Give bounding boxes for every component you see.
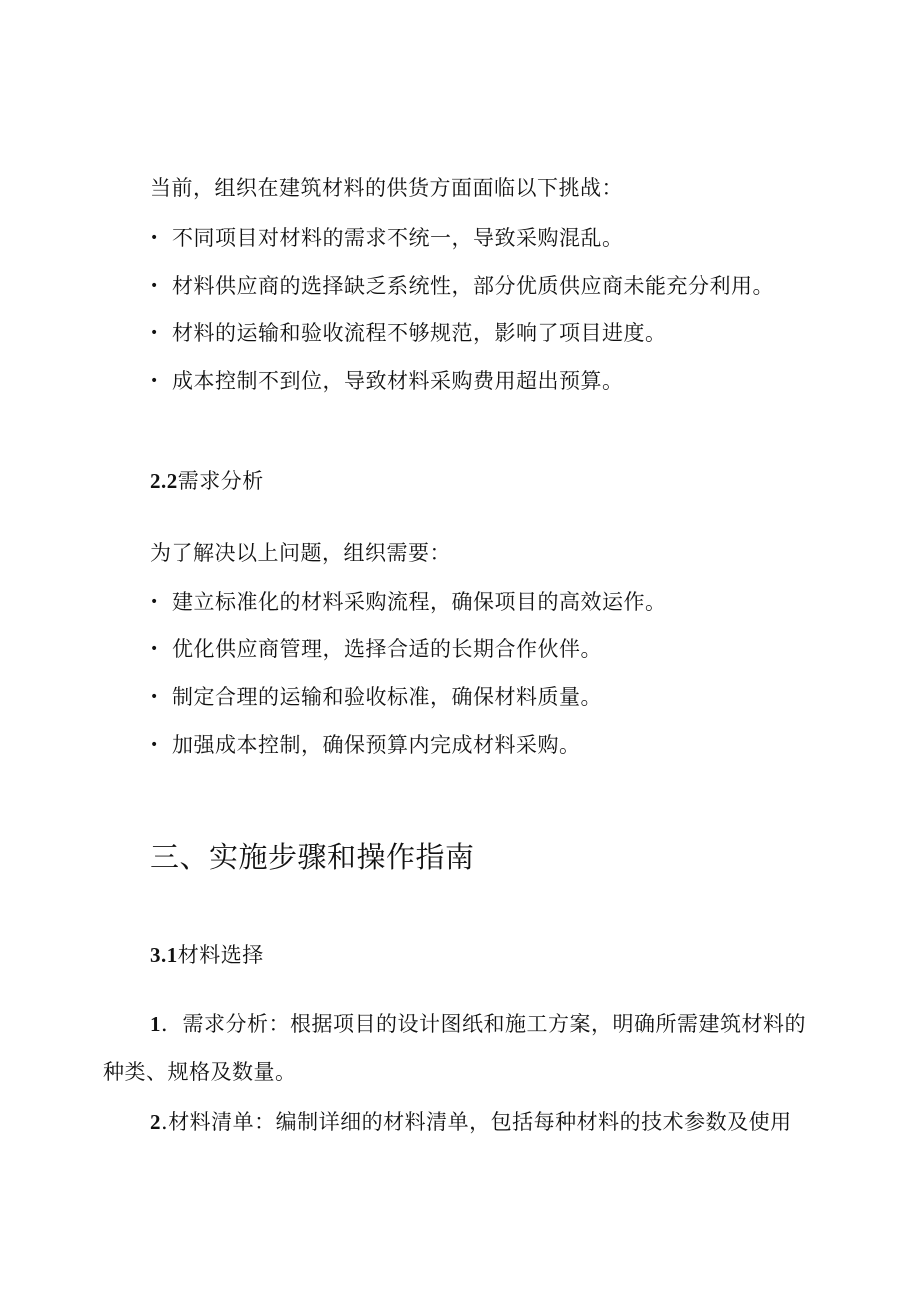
subheading-number: 2.2 bbox=[150, 469, 178, 493]
step-continuation: 种类、规格及数量。 bbox=[103, 1060, 297, 1084]
bullet-icon: • bbox=[150, 688, 159, 705]
step-separator: . bbox=[161, 1110, 169, 1134]
step-text: 材料清单：编制详细的材料清单，包括每种材料的技术参数及使用 bbox=[168, 1110, 792, 1134]
challenges-intro: 当前，组织在建筑材料的供货方面面临以下挑战： bbox=[150, 176, 623, 200]
subheading-2-2 bbox=[150, 466, 264, 496]
bullet-icon: • bbox=[150, 593, 159, 610]
list-item bbox=[150, 271, 774, 303]
bullet-icon: • bbox=[150, 277, 159, 294]
bullet-icon: • bbox=[150, 229, 159, 246]
list-item bbox=[150, 318, 667, 350]
list-item bbox=[150, 223, 624, 255]
requirements-intro: 为了解决以上问题，组织需要： bbox=[150, 541, 451, 565]
list-item-text: 制定合理的运输和验收标准，确保材料质量。 bbox=[172, 685, 602, 709]
step-item bbox=[150, 1107, 792, 1137]
list-item bbox=[150, 366, 624, 398]
list-item-text: 加强成本控制，确保预算内完成材料采购。 bbox=[172, 733, 581, 757]
list-item-text: 建立标准化的材料采购流程，确保项目的高效运作。 bbox=[172, 590, 667, 614]
subheading-title: 材料选择 bbox=[177, 943, 264, 967]
bullet-icon: • bbox=[150, 736, 159, 753]
list-item bbox=[150, 634, 602, 666]
step-separator: ． bbox=[161, 1012, 183, 1036]
bullet-icon: • bbox=[150, 372, 159, 389]
subheading-3-1 bbox=[150, 940, 264, 970]
list-item-text: 材料的运输和验收流程不够规范，影响了项目进度。 bbox=[172, 321, 667, 345]
list-item bbox=[150, 587, 667, 619]
subheading-title: 需求分析 bbox=[177, 469, 264, 493]
section-heading: 三、实施步骤和操作指南 bbox=[150, 840, 475, 874]
list-item bbox=[150, 730, 581, 762]
list-item-text: 优化供应商管理，选择合适的长期合作伙伴。 bbox=[172, 637, 602, 661]
step-text: 需求分析：根据项目的设计图纸和施工方案，明确所需建筑材料的 bbox=[182, 1012, 806, 1036]
step-number: 1 bbox=[150, 1012, 161, 1036]
step-item bbox=[150, 1009, 806, 1039]
list-item-text: 成本控制不到位，导致材料采购费用超出预算。 bbox=[172, 369, 624, 393]
list-item-text: 材料供应商的选择缺乏系统性，部分优质供应商未能充分利用。 bbox=[172, 274, 774, 298]
list-item bbox=[150, 682, 602, 714]
step-number: 2 bbox=[150, 1110, 161, 1134]
bullet-icon: • bbox=[150, 640, 159, 657]
list-item-text: 不同项目对材料的需求不统一，导致采购混乱。 bbox=[172, 226, 624, 250]
subheading-number: 3.1 bbox=[150, 943, 178, 967]
bullet-icon: • bbox=[150, 324, 159, 341]
